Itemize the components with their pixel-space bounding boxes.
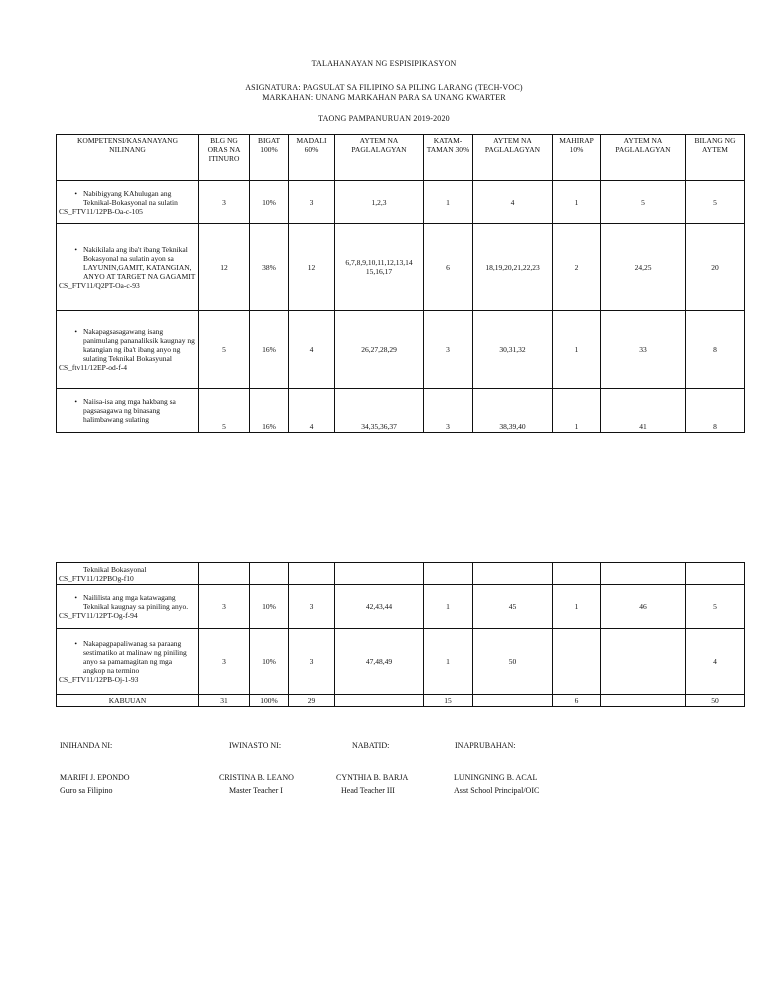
easy-items-cell: 1,2,3 [335, 181, 424, 224]
weight-cell: 10% [250, 629, 289, 695]
easy-items-cell: 6,7,8,9,10,11,12,13,14 15,16,17 [335, 224, 424, 311]
average-items-cell: 50 [473, 629, 553, 695]
hours-cell: 5 [199, 311, 250, 389]
bullet-icon: • [74, 397, 77, 406]
average-items-cell: 38,39,40 [473, 389, 553, 433]
total-items-cell: 20 [686, 224, 745, 311]
hours-cell: 3 [199, 181, 250, 224]
competency-cell [57, 585, 199, 629]
competency-cell [57, 563, 199, 585]
average-count-cell: 1 [424, 629, 473, 695]
preparer-role: Guro sa Filipino [60, 786, 113, 795]
competency-code: CS_FTV11/12PT-Og-f-94 [59, 611, 138, 620]
table-row [57, 629, 745, 695]
competency-code: CS_FTV11/Q2PT-Oa-c-93 [59, 280, 140, 290]
hard-items-cell: 46 [601, 585, 686, 629]
competency-text: Naiisa-isa ang mga hakbang sa pagsasagawa ng binasang halimbawang sulating [83, 397, 176, 424]
average-count-cell: 3 [424, 311, 473, 389]
prepared-by-label: INIHANDA NI: [60, 741, 113, 750]
competency-cell [57, 311, 199, 389]
weight-cell: 16% [250, 389, 289, 433]
competency-code: CS_FTV11/12PB-Oa-c-105 [59, 206, 143, 216]
total-items-cell: 5 [686, 181, 745, 224]
competency-code: CS_ftv11/12EP-od-f-4 [59, 363, 128, 372]
col-header: BLG NG ORAS NA ITINURO [199, 135, 250, 181]
hard-items-cell: 24,25 [601, 224, 686, 311]
col-header: KATAM-TAMAN 30% [424, 135, 473, 181]
hard-count-cell: 1 [553, 585, 601, 629]
total-items-cell: 4 [686, 629, 745, 695]
easy-count-cell: 12 [289, 224, 335, 311]
competency-cell [57, 181, 199, 224]
checker-name: CRISTINA B. LEANO [219, 773, 294, 782]
bullet-icon: • [74, 327, 77, 336]
noter-role: Head Teacher III [341, 786, 395, 795]
hard-items-cell: 5 [601, 181, 686, 224]
col-header: MADALI 60% [289, 135, 335, 181]
col-header: KOMPETENSI/KASANAYANG NILINANG [57, 135, 199, 181]
average-items-cell: 4 [473, 181, 553, 224]
checker-role: Master Teacher I [229, 786, 283, 795]
col-header: AYTEM NA PAGLALAGYAN [335, 135, 424, 181]
competency-text: Naililista ang mga katawagang Teknikal kaugnay sa piniling anyo. [83, 593, 189, 611]
table-row [57, 389, 745, 433]
col-header: MAHIRAP 10% [553, 135, 601, 181]
hours-cell: 5 [199, 389, 250, 433]
hours-cell: 3 [199, 629, 250, 695]
noter-name: CYNTHIA B. BARJA [336, 773, 409, 782]
specification-table-continued [56, 562, 745, 707]
bullet-icon: • [74, 639, 77, 648]
hours-cell: 12 [199, 224, 250, 311]
col-header: BIGAT 100% [250, 135, 289, 181]
average-count-cell: 1 [424, 181, 473, 224]
total-hard: 6 [553, 695, 601, 707]
total-items: 50 [686, 695, 745, 707]
table-row [57, 181, 745, 224]
average-items-cell: 45 [473, 585, 553, 629]
hard-count-cell [553, 629, 601, 695]
table-row [57, 585, 745, 629]
hard-items-cell [601, 629, 686, 695]
noted-by-label: NABATID: [352, 741, 390, 750]
easy-count-cell: 3 [289, 181, 335, 224]
average-count-cell: 6 [424, 224, 473, 311]
average-count-cell: 1 [424, 585, 473, 629]
weight-cell: 10% [250, 181, 289, 224]
easy-count-cell: 3 [289, 629, 335, 695]
competency-code: CS_FTV11/12PB-Oj-1-93 [59, 675, 139, 684]
total-items-cell: 8 [686, 311, 745, 389]
table-row [57, 224, 745, 311]
competency-text: Nakikilala ang iba't ibang Teknikal Bokasyonal na sulatin ayon sa LAYUNIN,GAMIT, KATANGIAN, ANYO AT TARGET NA GAGAMIT [83, 244, 196, 281]
easy-items-cell: 42,43,44 [335, 585, 424, 629]
checked-by-label: IWINASTO NI: [229, 741, 282, 750]
total-average: 15 [424, 695, 473, 707]
total-easy: 29 [289, 695, 335, 707]
hours-cell: 3 [199, 585, 250, 629]
competency-cell [57, 629, 199, 695]
hard-count-cell: 2 [553, 224, 601, 311]
total-label: KABUUAN [57, 695, 199, 707]
document-title: TALAHANAYAN NG ESPISIPIKASYON [311, 59, 457, 68]
easy-count-cell: 4 [289, 389, 335, 433]
bullet-icon: • [74, 244, 77, 254]
table-row [57, 563, 745, 585]
col-header: AYTEM NA PAGLALAGYAN [473, 135, 553, 181]
total-items-cell: 5 [686, 585, 745, 629]
easy-count-cell: 3 [289, 585, 335, 629]
approver-role: Asst School Principal/OIC [454, 786, 540, 795]
hard-count-cell: 1 [553, 389, 601, 433]
hard-items-cell: 33 [601, 311, 686, 389]
hard-count-cell: 1 [553, 181, 601, 224]
total-hours: 31 [199, 695, 250, 707]
easy-items-cell: 47,48,49 [335, 629, 424, 695]
total-row [57, 695, 745, 707]
easy-items-cell: 34,35,36,37 [335, 389, 424, 433]
weight-cell: 10% [250, 585, 289, 629]
average-items-cell: 18,19,20,21,22,23 [473, 224, 553, 311]
term-line: MARKAHAN: UNANG MARKAHAN PARA SA UNANG KWARTER [262, 93, 506, 102]
bullet-icon: • [74, 188, 77, 198]
preparer-name: MARIFI J. EPONDO [60, 773, 130, 782]
easy-count-cell: 4 [289, 311, 335, 389]
col-header: BILANG NG AYTEM [686, 135, 745, 181]
weight-cell: 16% [250, 311, 289, 389]
competency-text: Nabibigyang KAhulugan ang Teknikal-Bokasyonal na sulatin [83, 188, 178, 207]
col-header: AYTEM NA PAGLALAGYAN [601, 135, 686, 181]
total-items-cell: 8 [686, 389, 745, 433]
bullet-icon: • [74, 593, 77, 602]
subject-line: ASIGNATURA: PAGSULAT SA FILIPINO SA PILING LARANG (TECH-VOC) [245, 83, 523, 92]
competency-text: Nakapagpapaliwanag sa paraang sestimatiko at malinaw ng piniling anyo sa pamamagitan ng mga angkop na termino [83, 639, 187, 675]
approver-name: LUNINGNING B. ACAL [454, 773, 538, 782]
average-count-cell: 3 [424, 389, 473, 433]
competency-text: Teknikal Bokasyonal [83, 564, 147, 574]
total-weight: 100% [250, 695, 289, 707]
table-header-row [57, 135, 745, 181]
average-items-cell: 30,31,32 [473, 311, 553, 389]
easy-items-cell: 26,27,28,29 [335, 311, 424, 389]
hard-items-cell: 41 [601, 389, 686, 433]
competency-cell [57, 224, 199, 311]
competency-cell [57, 389, 199, 433]
specification-table [56, 134, 745, 433]
hard-count-cell: 1 [553, 311, 601, 389]
school-year: TAONG PAMPANURUAN 2019-2020 [318, 114, 450, 123]
competency-code: CS_FTV11/12PBOg-f10 [59, 573, 134, 583]
table-row [57, 311, 745, 389]
approved-by-label: INAPRUBAHAN: [455, 741, 516, 750]
competency-text: Nakapagsasagawang isang panimulang pananaliksik kaugnay ng katangian ng iba't ibang anyo ng sulating Teknikal Bokasyunal [83, 327, 195, 363]
weight-cell: 38% [250, 224, 289, 311]
